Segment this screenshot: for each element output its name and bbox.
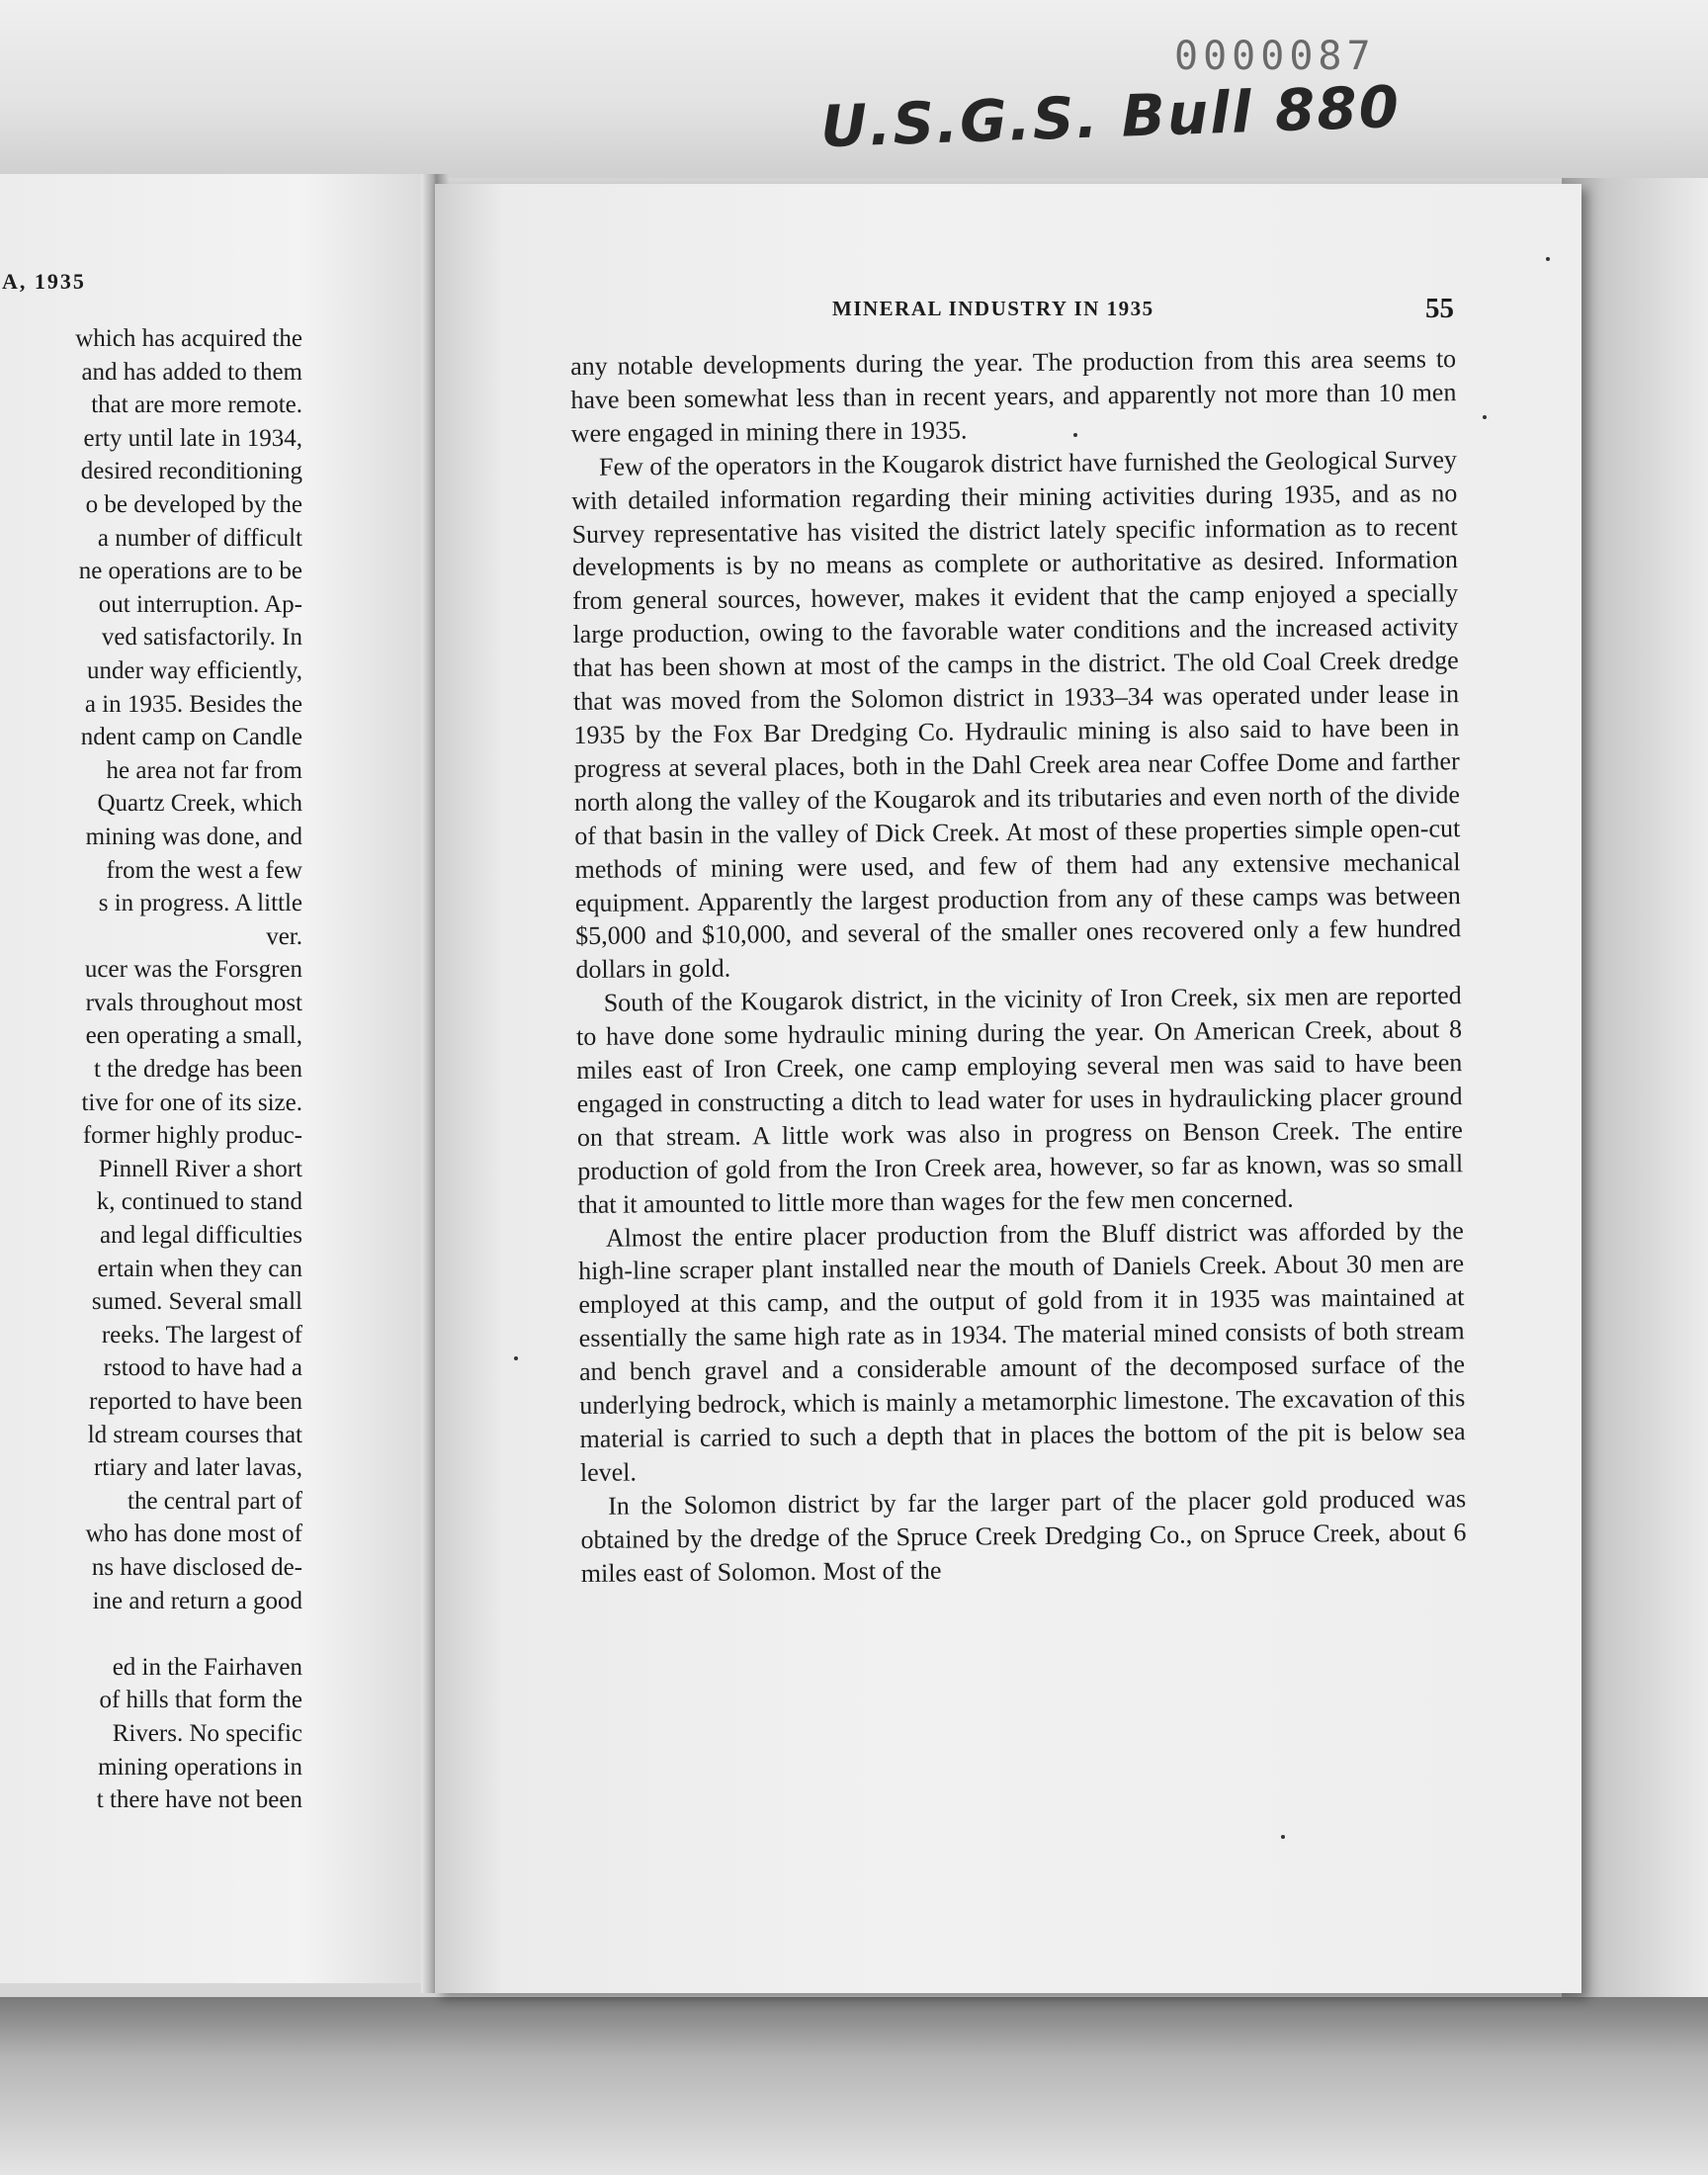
scan-speck — [1073, 433, 1077, 437]
left-page-line: and has added to them — [81, 358, 302, 386]
left-page-line: under way efficiently, — [87, 656, 302, 684]
left-page-line: the central part of — [128, 1487, 302, 1515]
left-page-line: ine and return a good — [92, 1587, 302, 1614]
scan-speck — [514, 1356, 518, 1360]
left-page-line: Pinnell River a short — [98, 1155, 302, 1182]
paragraph: Almost the entire placer production from the Bluff district was afforded by the high-line scraper plant installed near the mouth of Daniels Creek. About 30 men are employed at this camp, and the output of gold from it in 1935 was maintained at essentially the same high rate as in 1934. The material mined consists of both stream and bench gravel and a considerable amount of the decomposed surface of the underlying bedrock, which is mainly a metamorphic limestone. The excavation of this material is carried to such a depth that in places the bottom of the pit is below sea level. — [578, 1215, 1466, 1487]
left-page-line: mining was done, and — [85, 823, 302, 850]
left-page-line: desired reconditioning — [80, 458, 302, 485]
left-page-line: t the dredge has been — [93, 1056, 302, 1084]
scan-speck — [1546, 257, 1550, 261]
left-page-line: een operating a small, — [85, 1022, 302, 1050]
left-page-line: he area not far from — [106, 756, 302, 784]
left-page — [0, 174, 435, 1983]
handwritten-bulletin-label: U.S.G.S. Bull 880 — [818, 72, 1403, 161]
left-page-line: that are more remote. — [91, 392, 302, 419]
left-page-line: t there have not been — [96, 1786, 302, 1814]
paragraph: any notable developments during the year. The production from this area seems to have been somewhat less than in recent years, and apparently not more than 10 men were engaged in mining there in 1935. — [570, 344, 1457, 448]
left-page-line: erty until late in 1934, — [83, 424, 302, 452]
left-page-line: out interruption. Ap- — [98, 590, 302, 618]
left-page-line — [0, 1617, 302, 1651]
left-page-line: tive for one of its size. — [81, 1088, 302, 1116]
left-page-line: ved satisfactorily. In — [101, 624, 302, 652]
paragraph: In the Solomon district by far the larger part of the placer gold produced was obtained by the dredge of the Spruce Creek Dredging Co., on Spruce Creek, about 6 miles east of Solomon. Most of the — [580, 1483, 1467, 1588]
left-page-line: reported to have been — [89, 1388, 302, 1415]
left-page-line: Quartz Creek, which — [97, 790, 302, 818]
left-page-line: s in progress. A little — [98, 890, 302, 917]
left-page-line: sumed. Several small — [91, 1288, 302, 1316]
left-page-line: mining operations in — [98, 1753, 302, 1781]
paragraph: Few of the operators in the Kougarok district have furnished the Geological Survey with detailed information regarding their mining activities during 1935, and as no Survey representative has visited the district lately specific information as to recent developments is by no means as complete or authoritative as desired. Information from general sources, however, makes it evident that the camp enjoyed a specially large production, owing to the favorable water conditions and the increased activity that has been shown at most of the camps in the district. The old Coal Creek dredge that was moved from the Solomon district in 1933–34 was operated under lease in 1935 by the Fox Bar Dredging Co. Hydraulic mining is also said to have been in progress at several places, both in the Dahl Creek area near Coffee Dome and farther north along the valley of the Kougarok and its tributaries and even north of the divide of that basin in the valley of Dick Creek. At most of these properties simple open-cut methods of mining were used, and few of them had any extensive mechanical equipment. Apparently the largest production from any of these camps was between $5,000 and $10,000, and several of the smaller ones recovered only a few hundred dollars in gold. — [571, 444, 1462, 985]
left-page-line: who has done most of — [85, 1521, 302, 1548]
left-page-line: rtiary and later lavas, — [93, 1454, 302, 1482]
left-page-line: ucer was the Forsgren — [84, 956, 302, 984]
left-page-line: o be developed by the — [85, 490, 302, 518]
scan-speck — [1483, 415, 1487, 419]
left-page-line: which has acquired the — [75, 325, 302, 352]
left-page-line: ndent camp on Candle — [80, 724, 302, 751]
scan-speck — [1281, 1835, 1285, 1839]
left-page-line: ertain when they can — [97, 1255, 302, 1282]
left-page-line: rstood to have had a — [103, 1354, 302, 1382]
running-head: MINERAL INDUSTRY IN 1935 — [832, 297, 1154, 320]
left-page-line: ver. — [266, 922, 302, 950]
page-number: 55 — [1425, 293, 1454, 324]
left-page-line: from the west a few — [106, 856, 302, 884]
left-page-line: ns have disclosed de- — [91, 1553, 302, 1581]
scan-background-right — [1562, 178, 1708, 1997]
left-page-line: and legal difficulties — [99, 1222, 302, 1250]
left-page-line: Rivers. No specific — [112, 1719, 302, 1747]
left-page-line: ed in the Fairhaven — [112, 1653, 302, 1681]
document-id-stamp: 0000087 — [1174, 34, 1376, 79]
left-running-head: A, 1935 — [2, 269, 86, 294]
left-page-line: rvals throughout most — [85, 989, 302, 1016]
left-page-line: k, continued to stand — [96, 1188, 302, 1216]
left-page-text — [0, 322, 302, 1817]
left-page-line: a in 1935. Besides the — [84, 690, 302, 718]
scan-background-bottom — [0, 1997, 1708, 2175]
paragraph: South of the Kougarok district, in the vicinity of Iron Creek, six men are reported to have done some hydraulic mining during the year. On American Creek, about 8 miles east of Iron Creek, one camp employing several men was said to have been engaged in constructing a ditch to lead water for uses in hydraulicking placer ground on that stream. A little work was also in progress on Benson Creek. The entire production of gold from the Iron Creek area, however, so far as known, was so small that it amounted to little more than wages for the few men concerned. — [575, 981, 1464, 1219]
body-text — [570, 342, 1467, 1590]
left-page-line: former highly produc- — [82, 1122, 302, 1150]
left-page-line: of hills that form the — [99, 1687, 302, 1714]
left-page-line: a number of difficult — [97, 524, 302, 552]
left-page-line: ld stream courses that — [87, 1421, 302, 1448]
left-page-line: ne operations are to be — [78, 558, 302, 585]
left-page-line: reeks. The largest of — [101, 1321, 302, 1348]
